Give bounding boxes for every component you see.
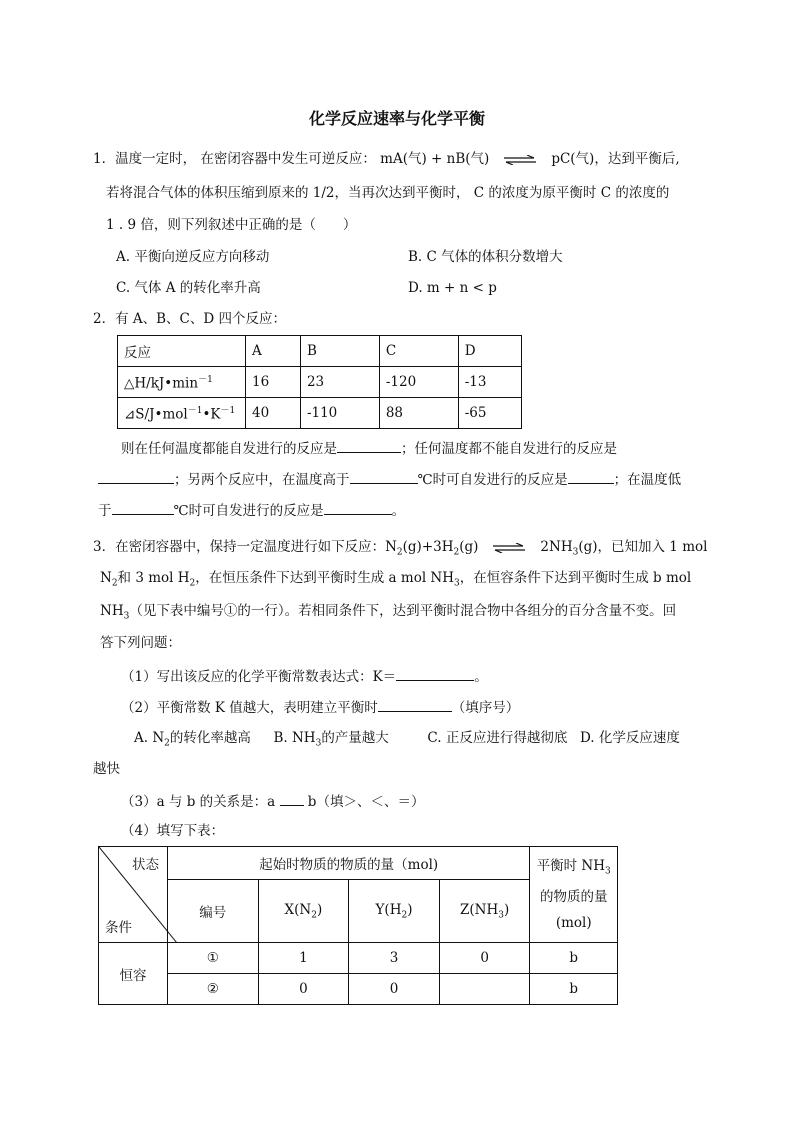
- page-title: 化学反应速率与化学平衡: [308, 109, 485, 128]
- table-cell: b: [530, 943, 618, 974]
- table-cell: 40: [246, 398, 301, 429]
- q3-part2-cont: 越快: [93, 761, 120, 777]
- table-header-cell: 反应: [118, 336, 246, 367]
- answer-blank[interactable]: [378, 697, 452, 712]
- condition-cell: 恒容: [99, 943, 168, 1005]
- col-header-x: $X(N_2)$: [258, 880, 349, 943]
- q3-table: [98, 846, 618, 1005]
- table-row: [99, 847, 618, 880]
- q2-table: [117, 335, 522, 429]
- answer-blank[interactable]: [324, 500, 392, 515]
- table-row: [118, 336, 522, 367]
- table-cell: -65: [458, 398, 521, 429]
- equilibrium-arrow-icon: [492, 543, 526, 553]
- table-header-cell: D: [458, 336, 521, 367]
- row-label-dh: $\triangle H/kJ•\min^{-1}$: [118, 367, 246, 398]
- answer-blank[interactable]: [396, 666, 474, 681]
- col-header-y: $Y(H_2)$: [349, 880, 440, 943]
- table-cell: -120: [379, 367, 458, 398]
- q3-line1: 3．在密闭容器中，保持一定温度进行如下反应：$N_2(g)+3H_2(g)$ $2NH_3(g)$，已知加入 1 mol: [93, 539, 708, 558]
- q2-intro: 2．有 A、B、C、D 四个反应：: [93, 311, 286, 327]
- q1-line2: 若将混合气体的体积压缩到原来的 1/2，当再次达到平衡时， C 的浓度为原平衡时 C 的浓度的: [106, 185, 670, 201]
- answer-blank[interactable]: [337, 438, 401, 453]
- answer-blank[interactable]: [350, 469, 418, 484]
- table-cell: -13: [458, 367, 521, 398]
- answer-blank[interactable]: [280, 791, 304, 806]
- table-cell: 0: [349, 974, 440, 1005]
- q3-part1: （1）写出该反应的化学平衡常数表达式：K＝ 。: [121, 666, 488, 686]
- table-row: [99, 974, 618, 1005]
- q2-line1: 则在任何温度都能自发进行的反应是 ；任何温度都不能自发进行的反应是: [121, 438, 617, 458]
- table-row: [99, 943, 618, 974]
- q3-part2: （2）平衡常数 K 值越大，表明建立平衡时 （填序号）: [121, 697, 519, 717]
- q1-option-a: A. 平衡向逆反应方向移动: [116, 249, 270, 265]
- table-cell: 3: [349, 943, 440, 974]
- eq-nh3-header: 平衡时 $NH_3$ 的物质的量 (mol): [530, 847, 618, 943]
- table-header-cell: B: [300, 336, 379, 367]
- q1-option-c: C. 气体 A 的转化率升高: [116, 280, 261, 296]
- q3-part2-options: A. $N_2$的转化率越高 B. $NH_3$的产量越大 C. 正反应进行得越彻底 D. 化学反应速度: [134, 730, 680, 749]
- table-cell: 1: [258, 943, 349, 974]
- table-cell: -110: [300, 398, 379, 429]
- table-cell: ①: [167, 943, 258, 974]
- col-header-z: $Z(NH_3)$: [439, 880, 530, 943]
- row-label-ds: $⊿S/J•mol^{-1}•K^{-1}$: [118, 398, 246, 429]
- q2-line3: 于 ℃时可自发进行的反应是 。: [98, 500, 405, 520]
- table-cell: 23: [300, 367, 379, 398]
- q1-option-b: B. C 气体的体积分数增大: [408, 249, 563, 265]
- q2-line2: ；另两个反应中，在温度高于 ℃时可自发进行的反应是 ；在温度低: [98, 469, 681, 489]
- col-header-no: 编号: [167, 880, 258, 943]
- table-header-cell: A: [246, 336, 301, 367]
- q1-line3: 1 . 9 倍，则下列叙述中正确的是（ ）: [106, 217, 357, 233]
- table-cell[interactable]: [439, 974, 530, 1005]
- table-header-cell: C: [379, 336, 458, 367]
- table-cell: 0: [258, 974, 349, 1005]
- table-cell: b: [530, 974, 618, 1005]
- equilibrium-arrow-icon: [503, 155, 537, 165]
- group-header: 起始时物质的物质的量（mol): [167, 847, 529, 880]
- q1-option-d: D. m + n < p: [408, 280, 497, 296]
- answer-blank[interactable]: [98, 469, 174, 484]
- table-cell: 16: [246, 367, 301, 398]
- q3-line4: 答下列问题：: [100, 635, 181, 651]
- answer-blank[interactable]: [112, 500, 174, 515]
- table-cell: 0: [439, 943, 530, 974]
- q3-part3: （3）a 与 b 的关系是：a b（填＞、＜、＝）: [121, 791, 424, 811]
- table-cell: 88: [379, 398, 458, 429]
- q1-line1-b: pC(气)，达到平衡后,: [551, 151, 680, 167]
- table-cell: ②: [167, 974, 258, 1005]
- q1-line1: [93, 150, 680, 168]
- q1-line1-a: 1．温度一定时， 在密闭容器中发生可逆反应： mA(气) + nB(气): [93, 151, 490, 167]
- table-row: [118, 367, 522, 398]
- q3-line2: $N_2$和 3 mol $H_2$，在恒压条件下达到平衡时生成 a mol $NH_3$，在恒容条件下达到平衡时生成 b mol: [100, 570, 692, 589]
- answer-blank[interactable]: [568, 469, 614, 484]
- q3-line3: $NH_3$（见下表中编号①的一行）。若相同条件下，达到平衡时混合物中各组分的百分含量不变。回: [100, 603, 677, 622]
- diagonal-header-cell: 状态 条件: [99, 847, 168, 943]
- q3-part4: （4）填写下表：: [121, 823, 225, 839]
- table-row: [118, 398, 522, 429]
